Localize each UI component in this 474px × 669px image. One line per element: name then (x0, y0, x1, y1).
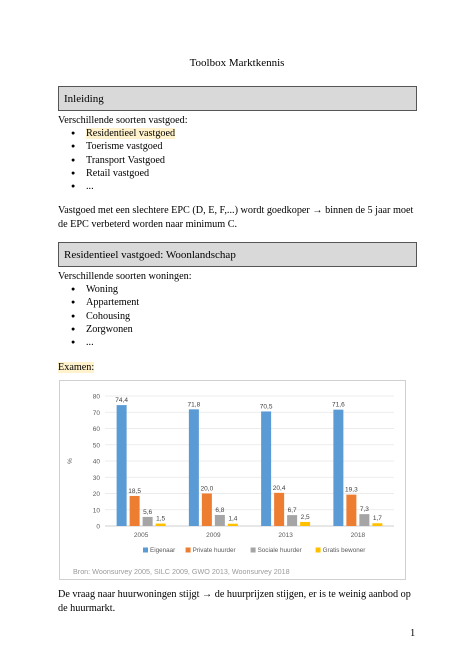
section-heading-inleiding (58, 86, 417, 111)
y-tick-label: 70 (92, 409, 100, 417)
legend-swatch (316, 548, 321, 553)
vastgoed-types-list (58, 127, 418, 193)
y-tick-label: 20 (92, 491, 100, 498)
list-item: ● Toerisme vastgoed (58, 140, 418, 153)
data-label: 18,5 (128, 487, 141, 495)
bar (117, 405, 127, 526)
data-label: 6,7 (287, 507, 297, 515)
bar (130, 496, 140, 526)
bar (261, 411, 271, 526)
data-label: 5,6 (143, 508, 153, 516)
y-tick-label: 60 (92, 426, 100, 433)
list-item: ● Appartement (58, 296, 418, 309)
woningen-intro: Verschillende soorten woningen: (58, 271, 192, 282)
chart-source: Bron: Woonsurvey 2005, SILC 2009, GWO 2013, Woonsurvey 2018 (73, 567, 290, 576)
y-tick-label: 30 (92, 474, 100, 482)
list-item: ● ... (58, 180, 418, 193)
x-tick-label: 2009 (206, 532, 221, 539)
bar (228, 524, 238, 526)
data-label: 1,5 (156, 515, 166, 523)
data-label: 6,8 (215, 506, 225, 514)
page-number: 1 (410, 628, 416, 639)
bar (156, 524, 166, 526)
bar (202, 494, 212, 527)
data-label: 7,3 (359, 506, 369, 514)
document-title: Toolbox Marktkennis (189, 57, 285, 69)
data-label: 20,0 (200, 485, 214, 493)
examen-label: Examen: (58, 362, 95, 373)
data-label: 71,6 (332, 401, 345, 409)
legend-swatch (186, 548, 191, 553)
y-tick-label: 0 (96, 523, 100, 531)
legend-label: Eigenaar (150, 547, 176, 554)
x-tick-label: 2018 (350, 532, 366, 539)
legend-swatch (143, 548, 148, 553)
examen-line (58, 361, 418, 375)
bar (143, 517, 153, 526)
section-heading-label: Inleiding (64, 92, 104, 105)
x-tick-label: 2013 (278, 532, 293, 539)
conclusion-paragraph: De vraag naar huurwoningen stijgt → de huurprijzen stijgen, er is te weinig aanbod op de huurmarkt. (58, 589, 411, 614)
bar (300, 522, 310, 526)
bar-chart (59, 380, 406, 580)
list-item (58, 127, 418, 140)
bar (189, 409, 199, 526)
highlighted-item: Residentieel vastgoed (86, 128, 176, 139)
bar (333, 410, 343, 526)
list-item: ● Transport Vastgoed (58, 154, 418, 167)
data-label: 20,4 (272, 484, 286, 492)
legend-label: Private huurder (192, 547, 236, 554)
list-item: ● Retail vastgoed (58, 167, 418, 180)
data-label: 2,5 (300, 513, 310, 521)
legend-label: Sociale huurder (257, 547, 302, 554)
intro-line: Verschillende soorten vastgoed: (58, 115, 188, 126)
list-item: ● Cohousing (58, 310, 418, 323)
chart-container (59, 380, 406, 580)
list-item: ● Woning (58, 283, 418, 296)
data-label: 19,3 (345, 486, 358, 494)
bar (372, 523, 382, 526)
section-heading-label: Residentieel vastgoed: Woonlandschap (64, 248, 236, 261)
bar (346, 495, 356, 526)
bar (287, 515, 297, 526)
bar (215, 515, 225, 526)
data-label: 1,4 (228, 515, 238, 523)
section-heading-woonlandschap (58, 242, 417, 267)
legend-label: Gratis bewoner (322, 547, 366, 554)
data-label: 1,7 (372, 515, 382, 523)
woning-types-list (58, 283, 418, 349)
list-item: ● Zorgwonen (58, 323, 418, 336)
y-tick-label: 50 (92, 442, 100, 450)
data-label: 70,5 (259, 403, 273, 411)
data-label: 71,8 (187, 401, 201, 409)
epc-paragraph: Vastgoed met een slechtere EPC (D, E, F,...) wordt goedkoper → binnen de 5 jaar moet de EPC verbeterd worden naar minimum C. (58, 205, 414, 230)
bar (359, 514, 369, 526)
data-label: 74,4 (115, 397, 128, 405)
y-axis-label: % (67, 458, 74, 464)
x-tick-label: 2005 (133, 532, 149, 539)
list-item: ● ... (58, 336, 418, 349)
bar (274, 493, 284, 526)
y-tick-label: 40 (92, 458, 100, 466)
y-tick-label: 10 (92, 507, 100, 515)
y-tick-label: 80 (92, 393, 100, 401)
legend-swatch (251, 548, 256, 553)
